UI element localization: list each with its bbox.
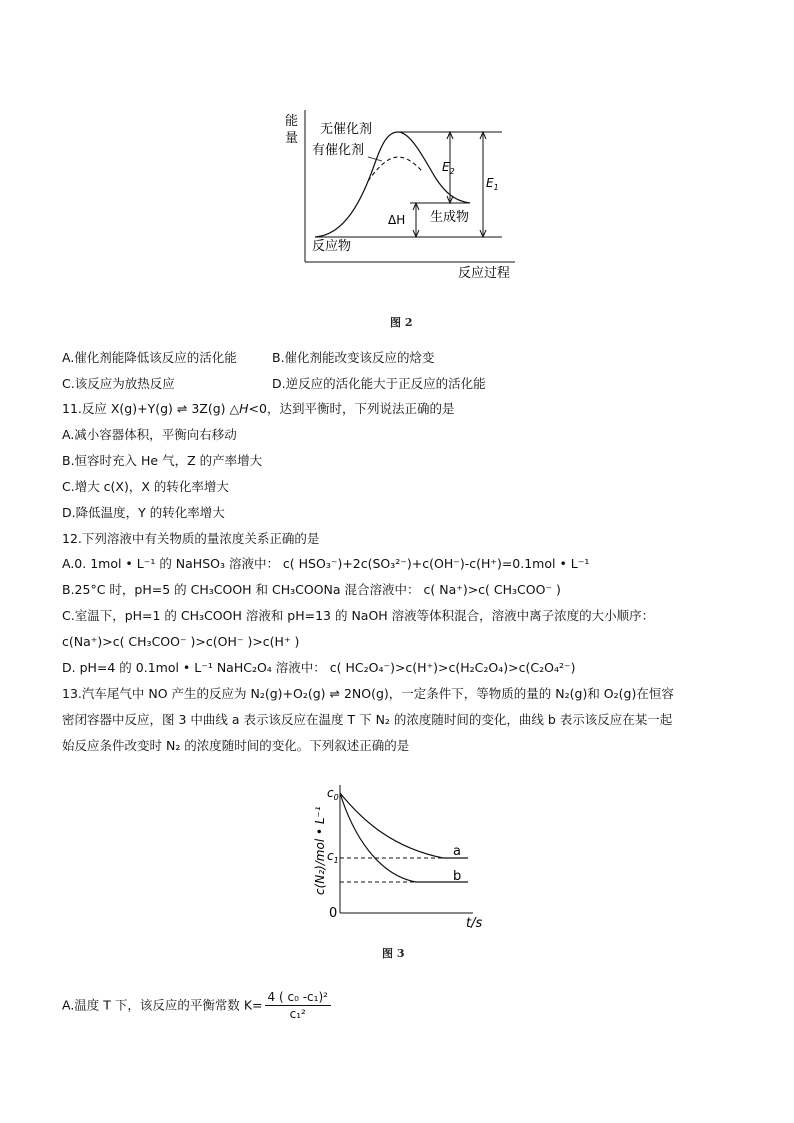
q10-option-a: A.催化剂能降低该反应的活化能 [62, 350, 237, 365]
q12-option-b: B.25°C 时，pH=5 的 CH₃COOH 和 CH₃COONa 混合溶液中： c( Na⁺)>c( CH₃COO⁻ ) [62, 582, 561, 597]
catalyst-pointer [368, 157, 382, 161]
x-axis-label: t/s [466, 916, 483, 930]
figure3-caption: 图 3 [382, 947, 405, 960]
c1-letter: c [327, 849, 334, 863]
q11-option-d: D.降低温度，Y 的转化率增大 [62, 505, 225, 520]
q12-option-d: D. pH=4 的 0.1mol • L⁻¹ NaHC₂O₄ 溶液中： c( HC₂O₄⁻)>c(H⁺)>c(H₂C₂O₄)>c(C₂O₄²⁻) [62, 660, 576, 675]
y-axis-label-2: 量 [285, 131, 299, 146]
with-catalyst-label: 有催化剂 [312, 143, 365, 158]
c0-subscript: 0 [333, 793, 339, 802]
c0-letter: c [327, 786, 334, 800]
y-axis-label: c(N₂)/mol • L⁻¹ [313, 806, 327, 895]
q12-stem: 12.下列溶液中有关物质的量浓度关系正确的是 [62, 531, 320, 546]
q11-stem-2: 3Z(g) △ [191, 401, 240, 416]
dh-label: ΔH [388, 213, 406, 227]
q13-stem-2: 密闭容器中反应，图 3 中曲线 a 表示该反应在温度 T 下 N₂ 的浓度随时间的变化，曲线 b 表示该反应在某一起 [62, 712, 673, 727]
curve-a [340, 793, 468, 858]
q13-option-a-prefix: A.温度 T 下，该反应的平衡常数 K= [62, 997, 263, 1013]
curve-a-label: a [453, 844, 461, 859]
q11-stem [62, 396, 754, 422]
origin-label: 0 [329, 906, 338, 921]
q11-option-c: C.增大 c(X)，X 的转化率增大 [62, 479, 229, 494]
q13-stem-3: 始反应条件改变时 N₂ 的浓度随时间的变化。下列叙述正确的是 [62, 738, 410, 753]
q11-stem-1: 11.反应 X(g)+Y(g) [62, 401, 173, 416]
curve-b-label: b [453, 869, 462, 884]
reactant-label: 反应物 [312, 239, 352, 254]
energy-diagram [270, 105, 530, 285]
q11-option-b: B.恒容时充入 He 气，Z 的产率增大 [62, 453, 263, 468]
q13-option-a [62, 988, 754, 1023]
c1-label [327, 849, 339, 865]
q13-stem-1: 13.汽车尾气中 NO 产生的反应为 N₂(g)+O₂(g) ⇌ 2NO(g)，一定条件下，等物质的量的 N₂(g)和 O₂(g)在恒容 [62, 686, 674, 701]
q10-option-c: C.该反应为放热反应 [62, 376, 175, 391]
x-axis-label: 反应过程 [458, 266, 511, 281]
q10-option-d: D.逆反应的活化能大于正反应的活化能 [272, 376, 486, 391]
e2-subscript: 2 [449, 167, 455, 176]
e2-label [442, 160, 455, 176]
q12-option-a: A.0. 1mol • L⁻¹ 的 NaHSO₃ 溶液中： c( HSO₃⁻)+2c(SO₃²⁻)+c(OH⁻)-c(H⁺)=0.1mol • L⁻¹ [62, 556, 590, 571]
product-label: 生成物 [430, 210, 470, 225]
curve-b [340, 793, 468, 882]
q12-option-c-2: c(Na⁺)>c( CH₃COO⁻ )>c(OH⁻ )>c(H⁺ ) [62, 634, 300, 649]
q11-stem-h: H [239, 401, 249, 416]
k-fraction [265, 989, 331, 1022]
figure2-caption: 图 2 [390, 316, 413, 329]
q10-option-b: B.催化剂能改变该反应的焓变 [272, 350, 435, 365]
q12-option-c-1: C.室温下，pH=1 的 CH₃COOH 溶液和 pH=13 的 NaOH 溶液等体积混合，溶液中离子浓度的大小顺序： [62, 608, 655, 623]
y-axis-label-1: 能 [285, 114, 299, 129]
concentration-chart [298, 775, 498, 930]
c0-label [327, 786, 339, 802]
k-numerator: 4 ( c₀ -c₁)² [265, 989, 331, 1006]
e1-subscript: 1 [493, 183, 499, 192]
k-denominator: c₁² [289, 1007, 306, 1021]
q11-stem-3: <0，达到平衡时，下列说法正确的是 [248, 401, 455, 416]
no-catalyst-label: 无催化剂 [320, 122, 373, 137]
e1-letter: E [486, 176, 494, 190]
q11-option-a: A.减小容器体积，平衡向右移动 [62, 427, 237, 442]
c1-subscript: 1 [333, 856, 339, 865]
q11-equilibrium-arrow: ⇌ [172, 401, 192, 416]
e2-letter: E [442, 160, 450, 174]
e1-label [486, 176, 499, 192]
